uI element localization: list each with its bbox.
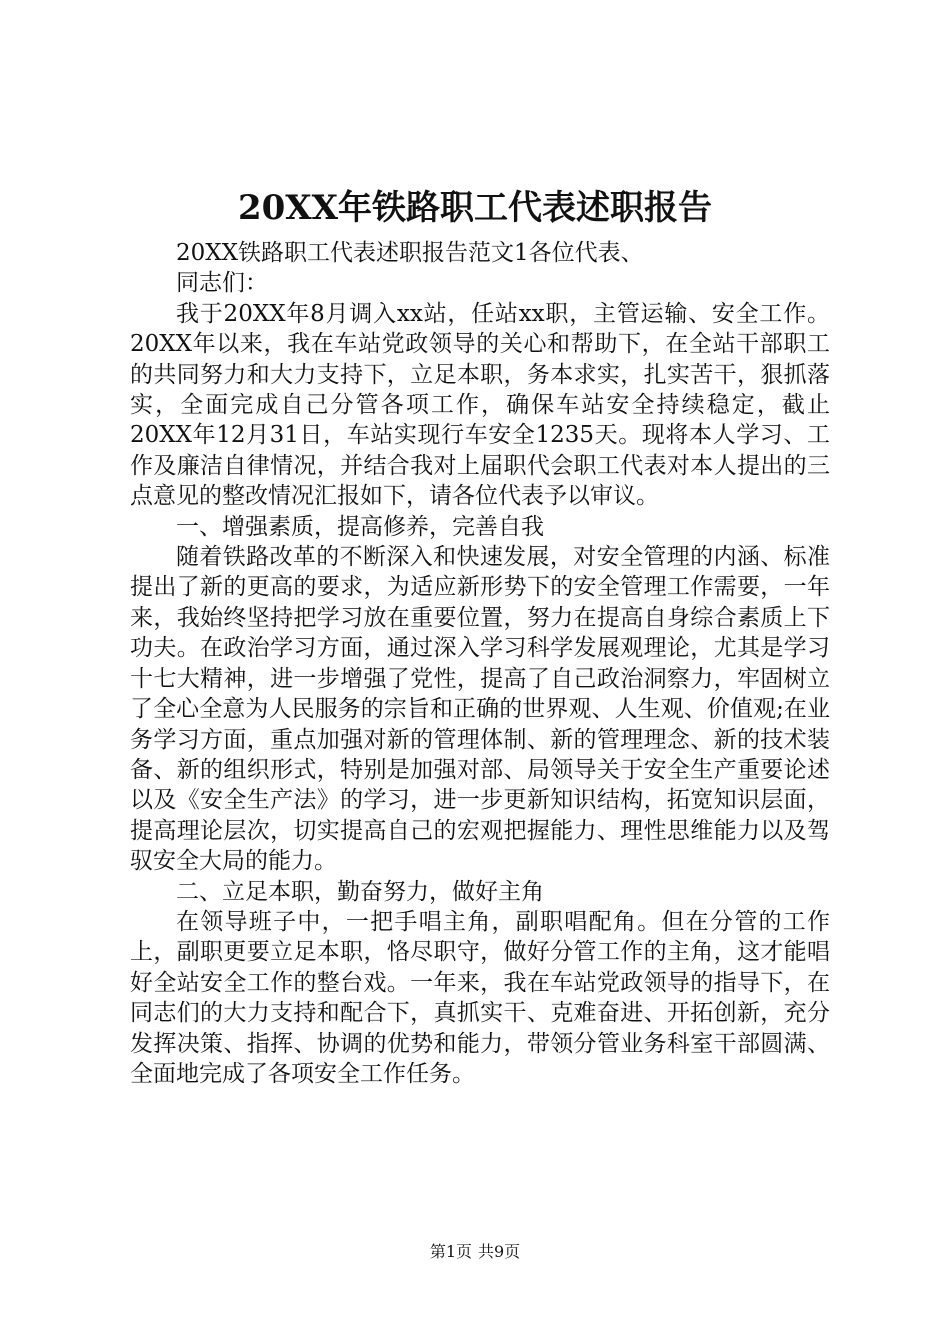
page-title: 20XX年铁路职工代表述职报告 — [237, 188, 713, 228]
page-footer — [0, 1241, 950, 1263]
section-heading-1: 一、增强素质，提高修养，完善自我 — [176, 513, 544, 540]
paragraph-study: 随着铁路改革的不断深入和快速发展，对安全管理的内涵、标准提出了新的更高的要求，为适应新形势下的安全管理工作需要，一年来，我始终坚持把学习放在重要位置，努力在提高自身综合素质上下功夫。在政治学习方面，通过深入学习科学发展观理论，尤其是学习十七大精神，进一步增强了党性，提高了自己政治洞察力，牢固树立了全心全意为人民服务的宗旨和正确的世界观、人生观、价值观;在业务学习方面，重点加强对新的管理体制、新的管理理念、新的技术装备、新的组织形式，特别是加强对部、局领导关于安全生产重要论述以及《安全生产法》的学习，进一步更新知识结构，拓宽知识层面，提高理论层次，切实提高自己的宏观把握能力、理性思维能力以及驾驭安全大局的能力。 — [130, 544, 830, 875]
salutation: 同志们： — [176, 270, 268, 297]
intro-line: 20XX铁路职工代表述职报告范文1各位代表、 — [176, 240, 644, 266]
section-heading-2: 二、立足本职，勤奋努力，做好主角 — [176, 878, 544, 905]
document-body — [130, 238, 830, 1089]
page-total: 共9页 — [478, 1242, 521, 1261]
page-number: 第1页 — [429, 1242, 472, 1261]
paragraph-opening: 我于20XX年8月调入xx站，任站xx职，主管运输、安全工作。20XX年以来，我在车站党政领导的关心和帮助下，在全站干部职工的共同努力和大力支持下，立足本职，务本求实，扎实苦干，狠抓落实，全面完成自己分管各项工作，确保车站安全持续稳定，截止20XX年12月31日，车站实现行车安全1235天。现将本人学习、工作及廉洁自律情况，并结合我对上届职代会职工代表对本人提出的三点意见的整改情况汇报如下，请各位代表予以审议。 — [130, 300, 830, 510]
paragraph-duty: 在领导班子中，一把手唱主角，副职唱配角。但在分管的工作上，副职更要立足本职，恪尽职守，做好分管工作的主角，这才能唱好全站安全工作的整台戏。一年来，我在车站党政领导的指导下，在同志们的大力支持和配合下，真抓实干、克难奋进、开拓创新，充分发挥决策、指挥、协调的优势和能力，带领分管业务科室干部圆满、全面地完成了各项安全工作任务。 — [130, 908, 830, 1087]
